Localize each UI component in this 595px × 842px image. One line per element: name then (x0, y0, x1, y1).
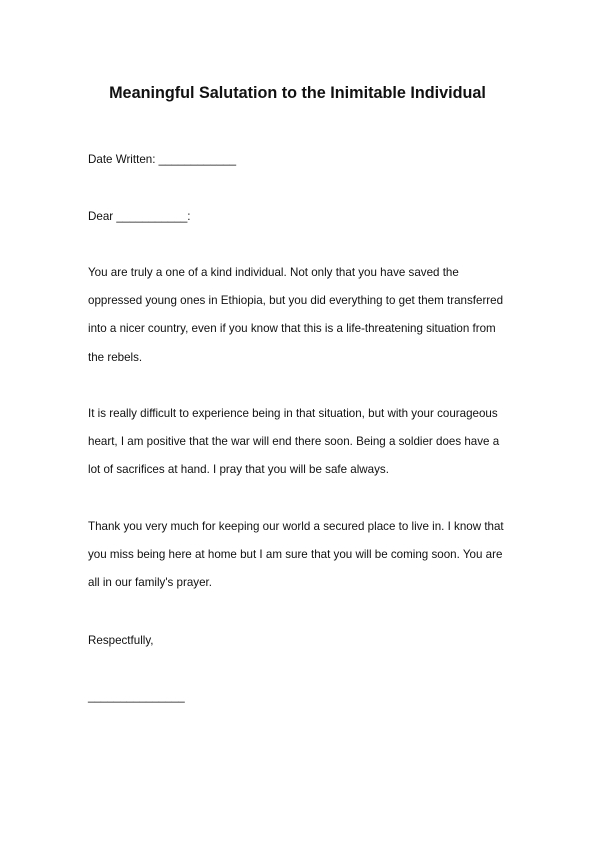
paragraph-line: the rebels. (88, 350, 143, 364)
paragraph-3 (88, 520, 504, 605)
paragraph-line: into a nicer country, even if you know that this is a life-threatening situation from (88, 322, 496, 336)
paragraph-line: heart, I am positive that the war will end there soon. Being a soldier does have a (88, 435, 500, 449)
paragraph-line: You are truly a one of a kind individual. Not only that you have saved the (88, 266, 459, 279)
letter-title: Meaningful Salutation to the Inimitable Individual (109, 84, 486, 102)
paragraph-line: Thank you very much for keeping our world a secured place to live in. I know that (88, 520, 504, 533)
closing-line: Respectfully, (88, 634, 154, 647)
paragraph-line: lot of sacrifices at hand. I pray that you will be safe always. (88, 463, 389, 477)
date-written-line: Date Written: ____________ (88, 153, 237, 166)
salutation-line: Dear ___________: (88, 210, 191, 223)
paragraph-line: you miss being here at home but I am sure that you will be coming soon. You are (88, 548, 503, 562)
paragraph-line: It is really difficult to experience being in that situation, but with your courageous (88, 407, 498, 420)
paragraph-1 (88, 266, 503, 379)
paragraph-line: oppressed young ones in Ethiopia, but you did everything to get them transferred (88, 294, 504, 308)
paragraph-2 (88, 407, 499, 492)
signature-line: _______________ (88, 690, 185, 703)
paragraph-line: all in our family's prayer. (88, 576, 212, 590)
